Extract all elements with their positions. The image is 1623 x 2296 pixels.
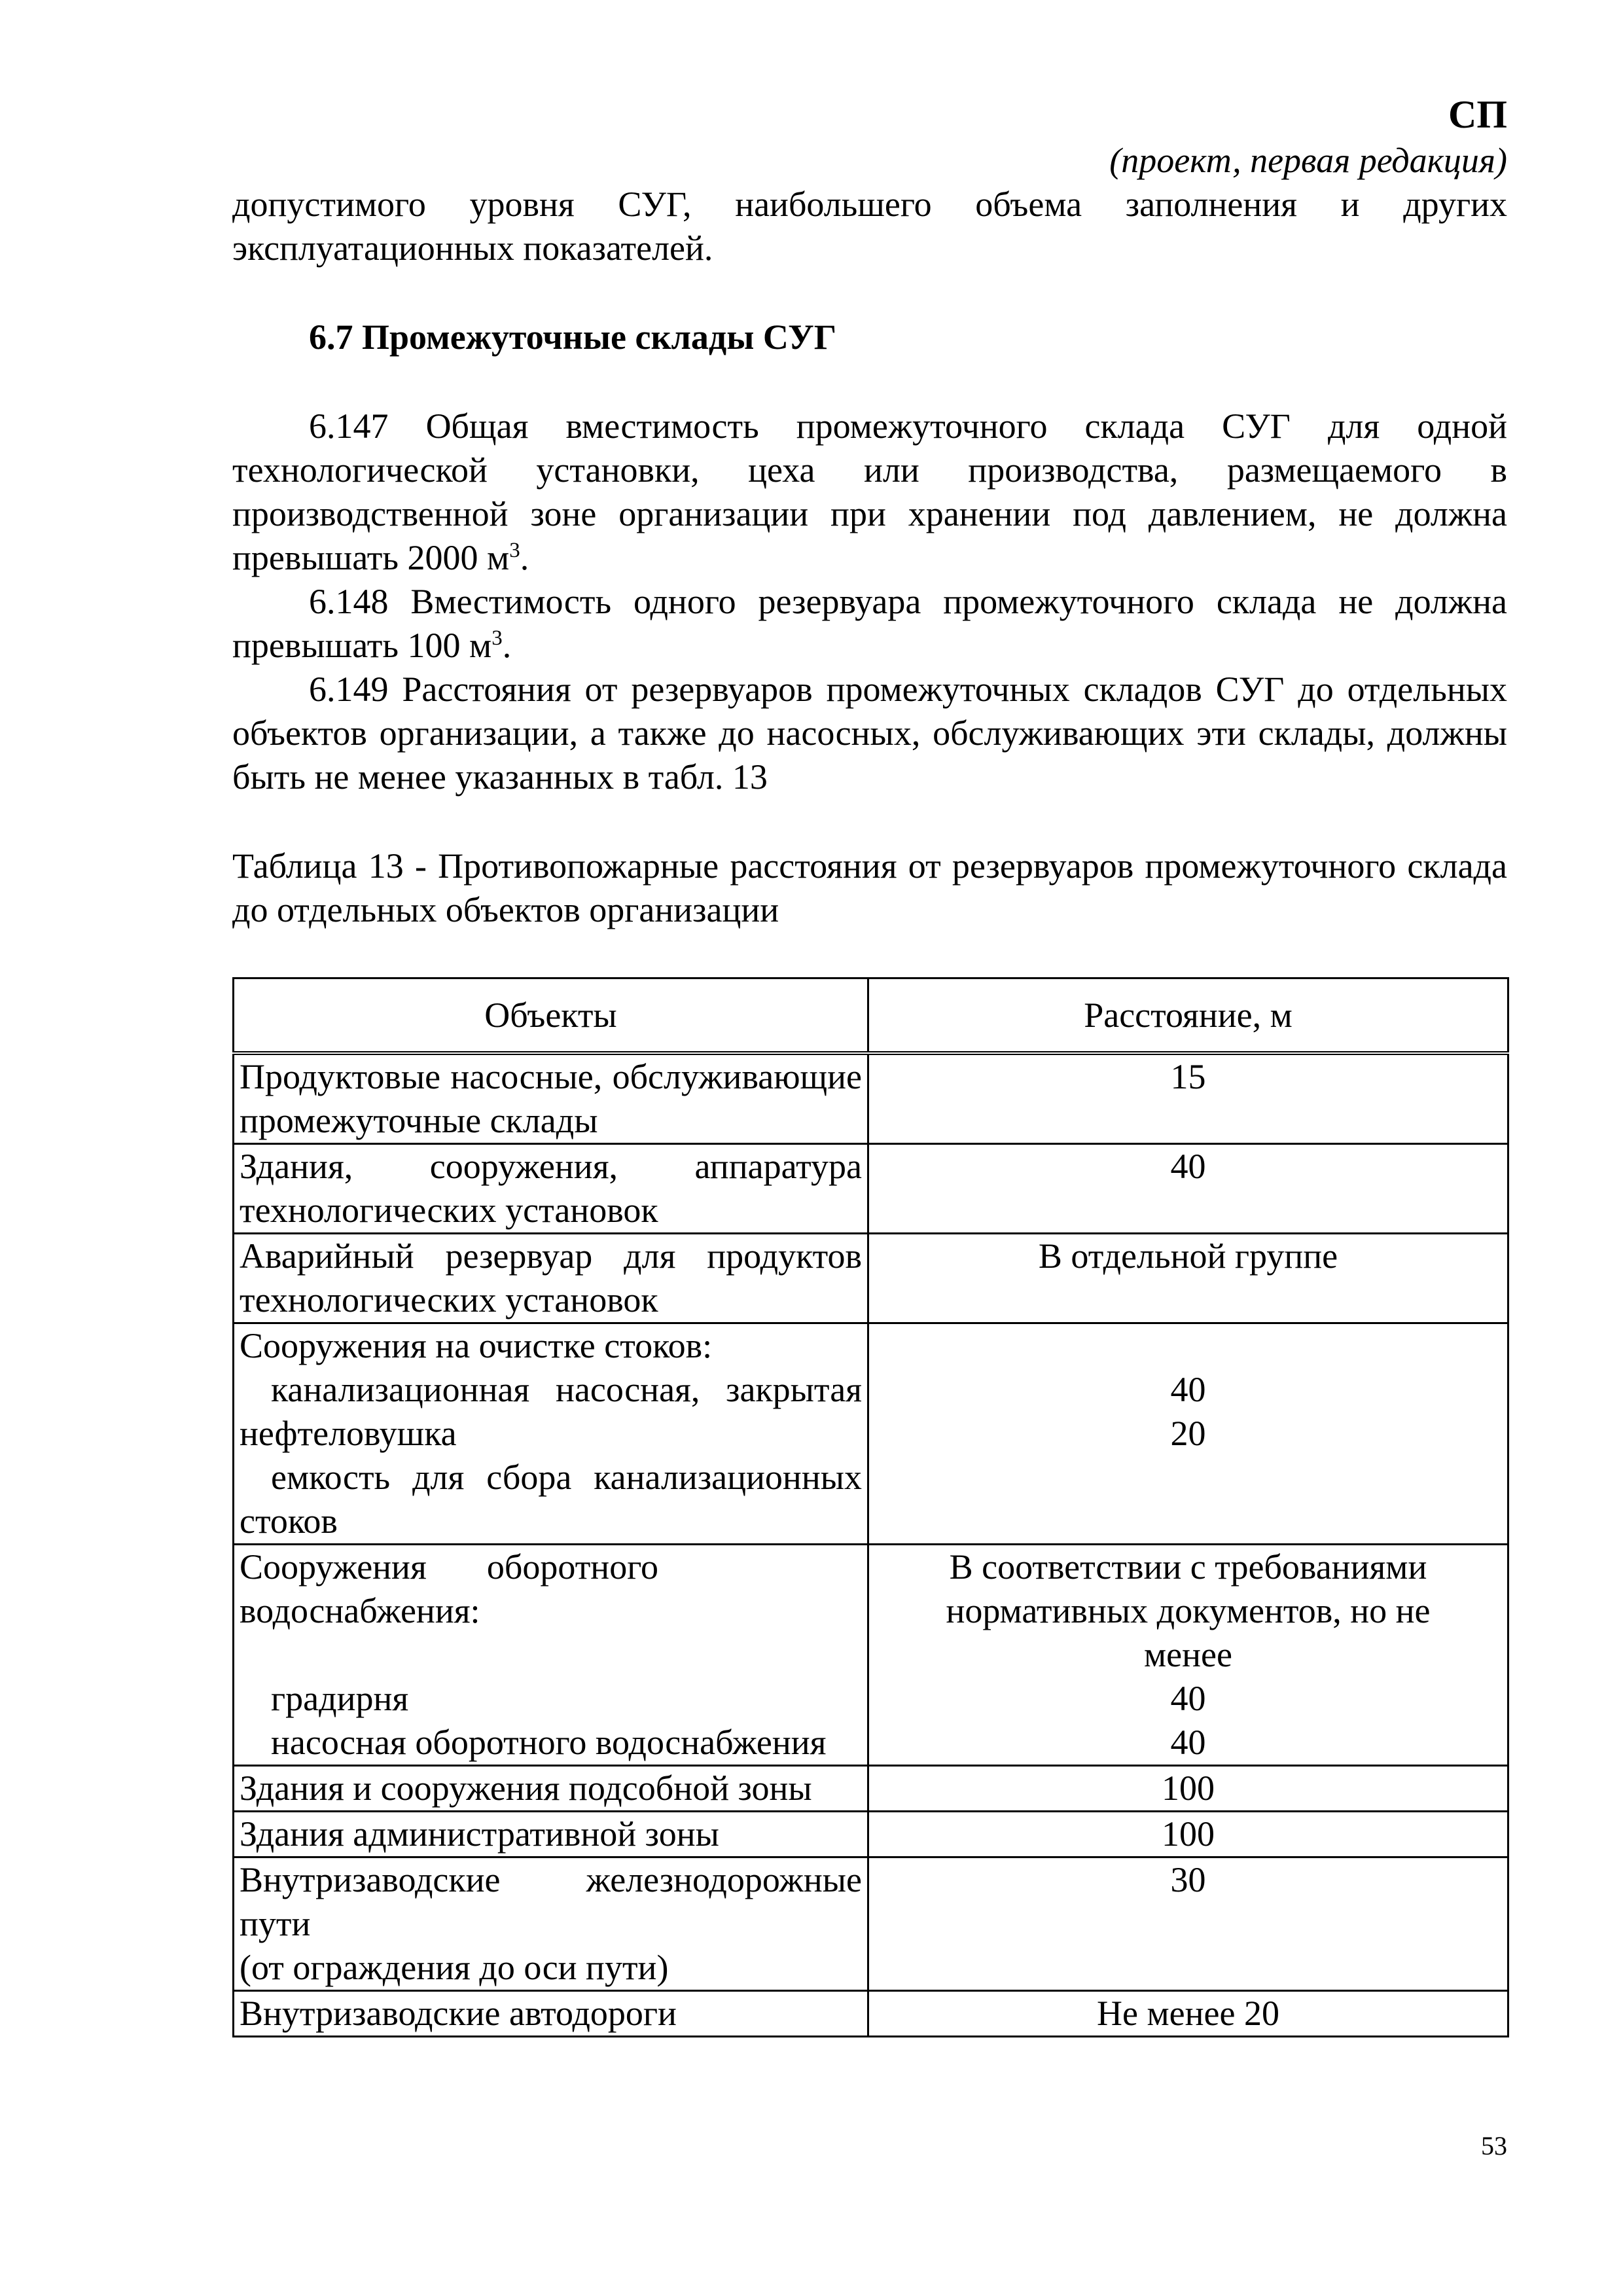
- object-cell: Здания, сооружения, аппаратура технологических установок: [234, 1144, 868, 1234]
- paragraph-6-148-text: 6.148 Вместимость одного резервуара промежуточного склада не должна превышать 100 м: [232, 582, 1507, 665]
- object-subitem: насосная оборотного водоснабжения: [271, 1723, 827, 1762]
- table-row: [234, 1545, 1508, 1766]
- object-cell: [234, 1323, 868, 1545]
- object-subitem: канализационная насосная, закрытая нефтеловушка: [240, 1370, 862, 1453]
- paragraph-6-149: 6.149 Расстояния от резервуаров промежуточных складов СУГ до отдельных объектов организации, а также до насосных, обслуживающих эти склады, должны быть не менее указанных в табл. 13: [232, 670, 1507, 797]
- object-note: (от ограждения до оси пути): [240, 1948, 669, 1987]
- page-number: 53: [1481, 2131, 1507, 2161]
- table-row: [234, 1234, 1508, 1323]
- distance-value: 40: [1170, 1679, 1206, 1718]
- header-objects: Объекты: [234, 978, 868, 1054]
- document-code: СП: [1448, 93, 1507, 136]
- table-row: [234, 1144, 1508, 1234]
- object-text: Внутризаводские железнодорожные пути: [240, 1860, 862, 1943]
- distance-cell: 40: [868, 1144, 1508, 1234]
- table-row: [234, 1991, 1508, 2037]
- table-row: [234, 1857, 1508, 1991]
- table-row: [234, 1053, 1508, 1144]
- paragraph-6-147: [232, 404, 1507, 580]
- paragraph-6-147-text: 6.147 Общая вместимость промежуточного склада СУГ для одной технологической установки, цеха или производства, размещаемого в производственной зоне организации при хранении под давлением, не должна превышать 2000 м: [232, 406, 1507, 577]
- distance-value: 40: [1170, 1723, 1206, 1762]
- table-row: [234, 1323, 1508, 1545]
- paragraph-end: .: [502, 626, 512, 665]
- table-caption: Таблица 13 - Противопожарные расстояния от резервуаров промежуточного склада до отдельных объектов организации: [232, 846, 1507, 929]
- object-cell: Здания и сооружения подсобной зоны: [234, 1766, 868, 1812]
- object-cell: Продуктовые насосные, обслуживающие промежуточные склады: [234, 1053, 868, 1144]
- superscript-3: 3: [509, 539, 520, 562]
- paragraph-end: .: [520, 538, 529, 577]
- table-row: [234, 1812, 1508, 1857]
- table-row: [234, 1766, 1508, 1812]
- distance-cell: В отдельной группе: [868, 1234, 1508, 1323]
- section-title: 6.7 Промежуточные склады СУГ: [309, 317, 837, 357]
- distance-note: В соответствии с требованиями нормативных документов, но не менее: [946, 1547, 1431, 1674]
- document-edition: (проект, первая редакция): [1109, 141, 1507, 180]
- table-header-row: [234, 978, 1508, 1054]
- distance-cell: 100: [868, 1812, 1508, 1857]
- distance-cell: [868, 1323, 1508, 1545]
- header-distance: Расстояние, м: [868, 978, 1508, 1054]
- object-group-title: Сооружения оборотного водоснабжения:: [240, 1547, 658, 1630]
- body-text: [232, 183, 1507, 2037]
- paragraph-6-148: [232, 580, 1507, 668]
- object-cell: Здания административной зоны: [234, 1812, 868, 1857]
- distance-value: 20: [1170, 1414, 1206, 1453]
- object-group-title: Сооружения на очистке стоков:: [240, 1326, 713, 1365]
- distance-cell: 30: [868, 1857, 1508, 1991]
- distance-cell: [868, 1545, 1508, 1766]
- object-cell: Внутризаводские автодороги: [234, 1991, 868, 2037]
- distance-cell: 100: [868, 1766, 1508, 1812]
- continuation-paragraph: допустимого уровня СУГ, наибольшего объема заполнения и других эксплуатационных показателей.: [232, 185, 1507, 268]
- object-subitem: градирня: [271, 1679, 409, 1718]
- distances-table: [232, 977, 1509, 2037]
- object-cell: [234, 1545, 868, 1766]
- distance-cell: 15: [868, 1053, 1508, 1144]
- object-subitem: емкость для сбора канализационных стоков: [240, 1458, 862, 1541]
- distance-cell: Не менее 20: [868, 1991, 1508, 2037]
- object-cell: Аварийный резервуар для продуктов технологических установок: [234, 1234, 868, 1323]
- superscript-3: 3: [491, 626, 503, 650]
- distance-value: 40: [1170, 1370, 1206, 1409]
- object-cell: [234, 1857, 868, 1991]
